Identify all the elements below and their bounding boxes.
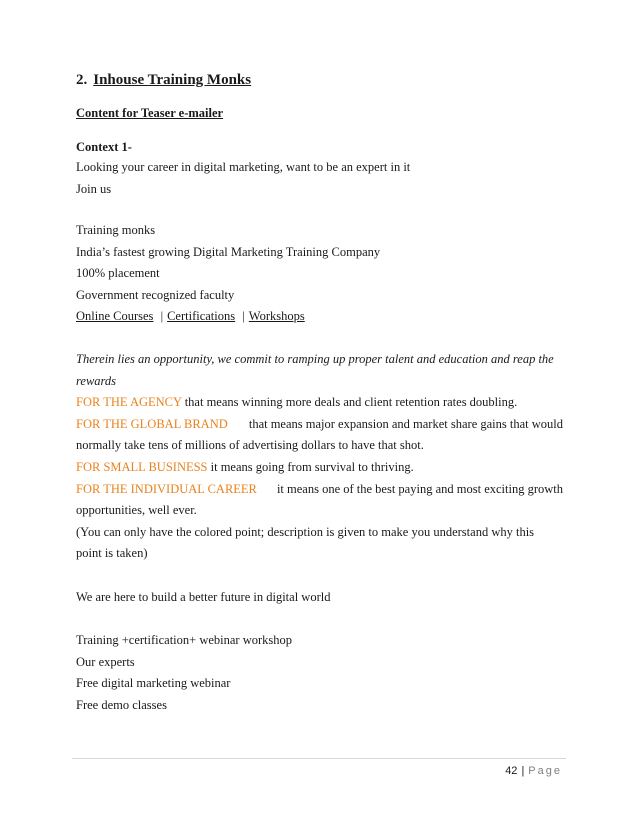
- page-number: 42: [505, 765, 518, 777]
- online-courses-link[interactable]: Online Courses: [76, 309, 154, 324]
- note-line: point is taken): [76, 546, 148, 561]
- point-text-continued: opportunities, well ever.: [76, 503, 197, 518]
- section-heading: [76, 69, 251, 91]
- points-block: [76, 349, 563, 565]
- point-small-business: [76, 457, 563, 479]
- point-label: FOR THE INDIVIDUAL CAREER: [76, 481, 257, 496]
- brand-block: [76, 220, 563, 328]
- offer-line: Our experts: [76, 654, 135, 669]
- offer-line: Free digital marketing webinar: [76, 676, 231, 691]
- point-individual: [76, 479, 563, 501]
- section-number: 2.: [76, 72, 88, 88]
- page-word: Page: [528, 765, 562, 777]
- workshops-link[interactable]: Workshops: [248, 309, 305, 324]
- point-text: that means major expansion and market share gains that would: [248, 416, 563, 431]
- brand-line: 100% placement: [76, 266, 160, 281]
- point-global-brand: [76, 414, 563, 436]
- context-label: Context 1-: [76, 140, 132, 154]
- opportunity-line: Therein lies an opportunity, we commit to ramping up proper talent and education and reap the: [76, 352, 554, 366]
- footer-separator: |: [521, 765, 525, 777]
- brand-line: Government recognized faculty: [76, 287, 235, 302]
- point-agency: [76, 392, 563, 414]
- offer-line: Training +certification+ webinar workshop: [76, 633, 293, 647]
- link-separator: |: [242, 309, 245, 324]
- intro-line: Join us: [76, 181, 112, 196]
- point-text: that means winning more deals and client retention rates doubling.: [184, 395, 518, 410]
- certifications-link[interactable]: Certifications: [167, 309, 236, 324]
- point-label: FOR SMALL BUSINESS: [76, 459, 208, 474]
- brand-line: India’s fastest growing Digital Marketing Training Company: [76, 244, 381, 259]
- page-footer: [505, 763, 562, 779]
- intro-block: [76, 157, 563, 200]
- section-title: Inhouse Training Monks: [93, 72, 252, 88]
- subheading: Content for Teaser e-mailer: [76, 106, 224, 120]
- note-line: (You can only have the colored point; description is given to make you understand why this: [76, 524, 535, 539]
- brand-line: Training monks: [76, 223, 156, 237]
- opportunity-line: rewards: [76, 373, 117, 388]
- point-text: it means going from survival to thriving.: [210, 459, 414, 474]
- offer-line: Free demo classes: [76, 697, 167, 712]
- point-label: FOR THE GLOBAL BRAND: [76, 416, 228, 431]
- point-text: it means one of the best paying and most exciting growth: [276, 481, 563, 496]
- point-label: FOR THE AGENCY: [76, 395, 182, 410]
- future-block: [76, 587, 563, 609]
- links-row: [76, 306, 563, 328]
- intro-line: Looking your career in digital marketing, want to be an expert in it: [76, 160, 411, 174]
- offer-block: [76, 630, 563, 716]
- footer-divider: [72, 758, 566, 759]
- link-separator: |: [160, 309, 164, 324]
- future-line: We are here to build a better future in digital world: [76, 590, 331, 604]
- point-text-continued: normally take tens of millions of advertising dollars to have that shot.: [76, 438, 424, 453]
